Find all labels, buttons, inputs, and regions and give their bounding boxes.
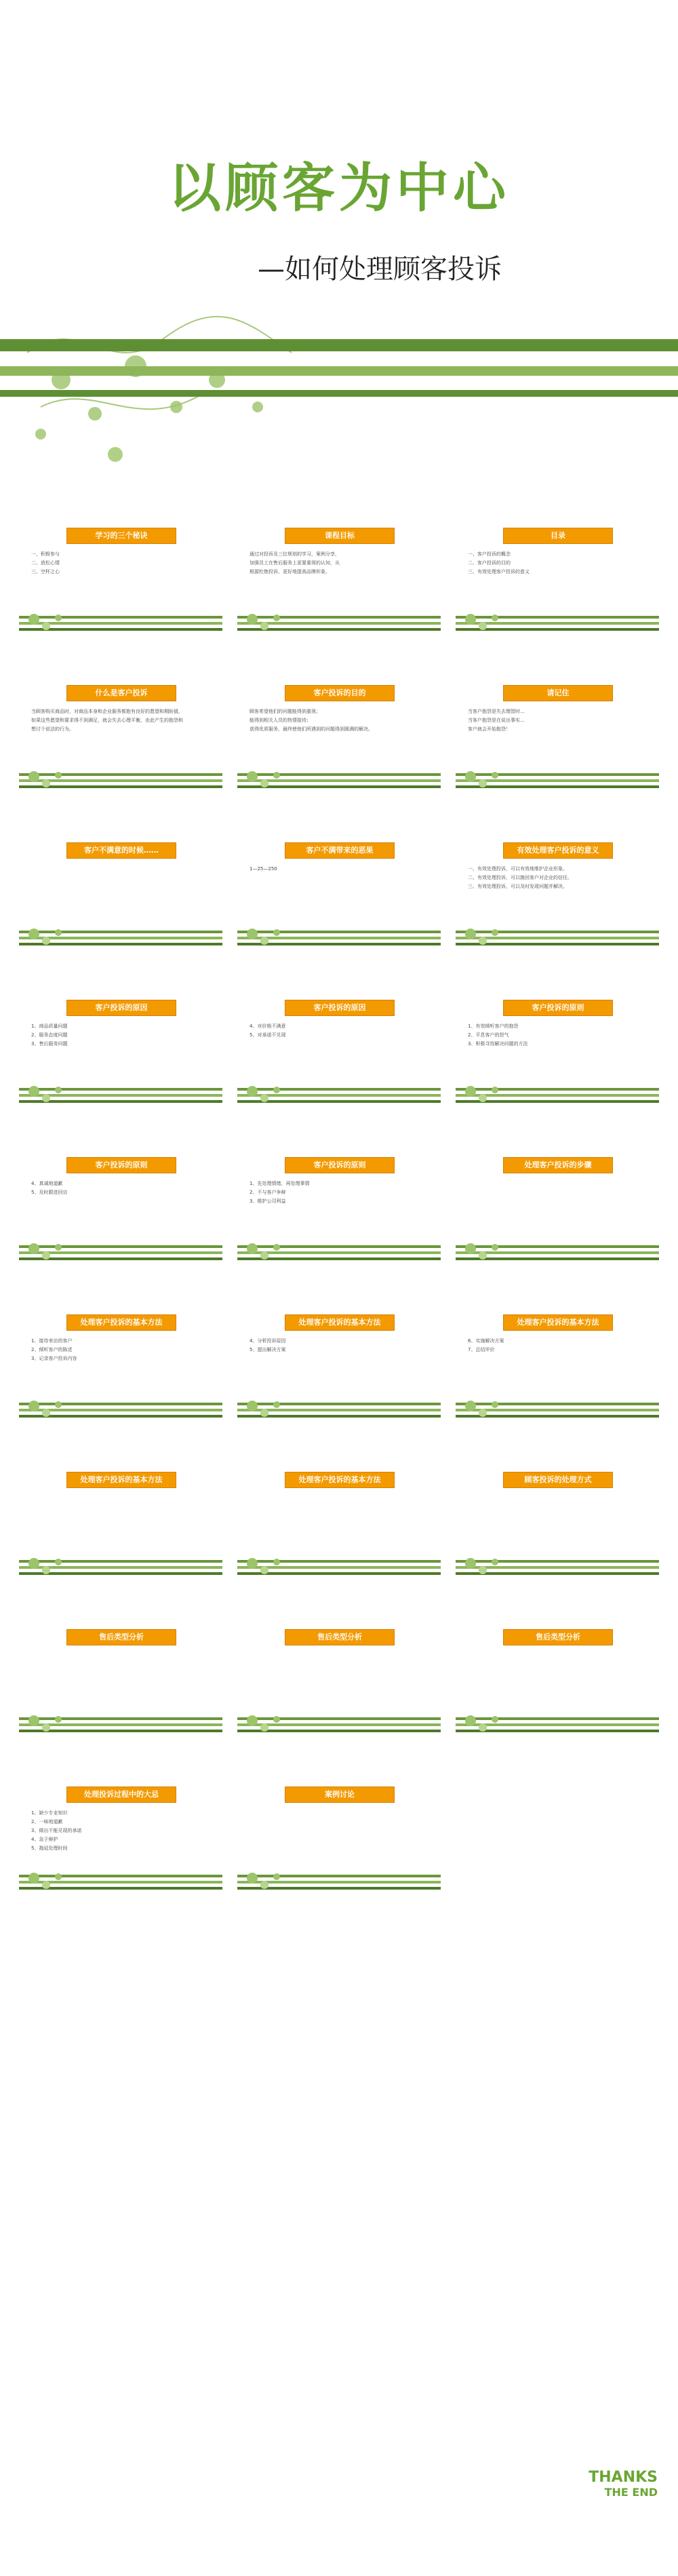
- slide-title: 请记住: [503, 685, 613, 701]
- slide-line: 2、服务态度问题: [31, 1032, 68, 1038]
- cover-band-top: [0, 339, 678, 351]
- slide-line: 7、总结评价: [468, 1347, 495, 1352]
- slide-4: [19, 673, 222, 798]
- floral-icon: [461, 1078, 509, 1109]
- floral-icon: [461, 1707, 509, 1738]
- slide-line: 5、拖延处理时间: [31, 1846, 68, 1851]
- floral-icon: [243, 763, 290, 794]
- slide-line: 一、客户投诉的概念: [468, 551, 511, 557]
- cover-slide: [0, 0, 678, 515]
- floral-icon: [243, 1235, 290, 1266]
- slide-2: [237, 515, 441, 641]
- slide-line: 一、有效处理投诉，可以有效地维护企业形象。: [468, 866, 567, 872]
- slide-title: 课程目标: [285, 528, 395, 544]
- slide-title: 售后类型分析: [503, 1629, 613, 1645]
- cover-band-mid: [0, 366, 678, 376]
- slide-title: 有效处理客户投诉的意义: [503, 842, 613, 859]
- floral-icon: [243, 1550, 290, 1581]
- slide-line: 当顾客购买商品时，对商品本身和企业服务都抱有良好的愿望和期盼值，: [31, 709, 183, 714]
- slide-line: 5、提出解决方案: [250, 1347, 286, 1352]
- slide-body: [468, 1338, 647, 1355]
- slide-line: 3、售后服务问题: [31, 1041, 68, 1047]
- floral-icon: [24, 1707, 72, 1738]
- slide-line: 2、倾听客户的陈述: [31, 1347, 73, 1352]
- slide-line: 5、对承诺不兑现: [250, 1032, 286, 1038]
- slide-line: 1、缺少专业知识: [31, 1810, 68, 1816]
- slide-line: 3、维护公司利益: [250, 1198, 286, 1204]
- slide-title: 处理客户投诉的步骤: [503, 1157, 613, 1173]
- slide-title: 学习的三个秘诀: [66, 528, 176, 544]
- slide-line: 二、放松心情: [31, 560, 60, 566]
- slide-line: 2、平息客户的怒气: [468, 1032, 509, 1038]
- slide-title: 售后类型分析: [66, 1629, 176, 1645]
- slide-body: [468, 551, 647, 577]
- slide-20: [237, 1460, 441, 1585]
- slide-line: 加强员工在售后服务上更要重视的认知，从: [250, 560, 340, 566]
- slide-line: 1、先处理情绪，再处理事情: [250, 1181, 310, 1186]
- slide-line: 6、实施解决方案: [468, 1338, 504, 1344]
- slide-title: 客户不满带来的恶果: [285, 842, 395, 859]
- floral-icon: [243, 920, 290, 952]
- floral-icon: [24, 1865, 72, 1896]
- cover-subtitle: —如何处理顾客投诉: [258, 254, 502, 285]
- slide-title: 案例讨论: [285, 1787, 395, 1803]
- slide-6: [456, 673, 659, 798]
- slide-line: 3、记录客户投诉内容: [31, 1356, 77, 1361]
- slide-title: 客户投诉的原则: [503, 1000, 613, 1016]
- slide-11: [237, 988, 441, 1113]
- slide-9: [456, 830, 659, 956]
- slide-26: [237, 1774, 441, 1900]
- slide-title: 客户投诉的原则: [66, 1157, 176, 1173]
- slide-line: 2、不与客户争辩: [250, 1190, 286, 1195]
- slide-title: 客户投诉的原因: [285, 1000, 395, 1016]
- slide-16: [19, 1302, 222, 1428]
- slide-title: 处理客户投诉的基本方法: [503, 1314, 613, 1331]
- slide-title: 目录: [503, 528, 613, 544]
- floral-icon: [24, 606, 72, 637]
- slide-line: 根源杜绝投诉，更好地提高品牌形象。: [250, 569, 330, 574]
- slide-title: 处理客户投诉的基本方法: [66, 1472, 176, 1488]
- floral-icon: [243, 1865, 290, 1896]
- slide-21: [456, 1460, 659, 1585]
- slide-line: 1—25—250: [250, 866, 277, 872]
- slide-line: 三、有效处理投诉，可以及时发现问题并解决。: [468, 884, 567, 889]
- slide-body: [31, 1338, 210, 1364]
- slide-line: 二、客户投诉的目的: [468, 560, 511, 566]
- slide-10: [19, 988, 222, 1113]
- slide-title: 处理客户投诉的基本方法: [66, 1314, 176, 1331]
- slide-22: [19, 1617, 222, 1742]
- slide-title: 处理客户投诉的基本方法: [285, 1472, 395, 1488]
- slide-title: 什么是客户投诉: [66, 685, 176, 701]
- slide-line: 获得优质服务，最终使他们所遇到的问题得到圆满的解决。: [250, 726, 373, 732]
- thanks-text: THANKS: [589, 2469, 658, 2486]
- slide-8: [237, 830, 441, 956]
- floral-icon: [24, 1235, 72, 1266]
- slide-body: [468, 708, 647, 735]
- slide-line: 一、积极参与: [31, 551, 60, 557]
- floral-icon: [243, 1078, 290, 1109]
- slide-15: [456, 1145, 659, 1270]
- slide-line: 1、接待来访的客户: [31, 1338, 73, 1344]
- floral-icon: [24, 1078, 72, 1109]
- slide-line: 当客户抱怨是失去理智时…: [468, 709, 525, 714]
- slide-line: 二、有效处理投诉，可以挽回客户对企业的信任。: [468, 875, 572, 880]
- slide-body: [250, 1023, 428, 1040]
- slide-line: 客户就会开始抱怨！: [468, 726, 511, 732]
- slide-body: [31, 1023, 210, 1049]
- slide-line: 4、急于辩护: [31, 1837, 58, 1842]
- slide-line: 4、分析投诉原因: [250, 1338, 286, 1344]
- cover-band-bottom: [0, 390, 678, 397]
- slide-line: 当客户抱怨是在说出事实…: [468, 718, 525, 723]
- slide-7: [19, 830, 222, 956]
- slide-19: [19, 1460, 222, 1585]
- slide-line: 1、有效倾听客户的抱怨: [468, 1023, 519, 1029]
- slide-line: 能得到相关人员的热情接待；: [250, 718, 311, 723]
- floral-icon: [461, 1235, 509, 1266]
- slide-body: [250, 551, 428, 577]
- cover-title: 以顾客为中心: [167, 158, 510, 219]
- slide-body: [31, 1810, 210, 1854]
- slide-body: [250, 1180, 428, 1207]
- slide-line: 想讨个说法的行为。: [31, 726, 74, 732]
- closing-block: [488, 2469, 658, 2499]
- slide-body: [468, 1023, 647, 1049]
- slide-body: [31, 551, 210, 577]
- slide-line: 1、商品质量问题: [31, 1023, 68, 1029]
- slide-17: [237, 1302, 441, 1428]
- slide-body: [250, 865, 428, 874]
- slide-3: [456, 515, 659, 641]
- slide-title: 客户投诉的原因: [66, 1000, 176, 1016]
- floral-icon: [24, 1550, 72, 1581]
- floral-icon: [243, 1392, 290, 1424]
- slide-line: 三、空杯之心: [31, 569, 60, 574]
- floral-icon: [243, 606, 290, 637]
- slide-13: [19, 1145, 222, 1270]
- slide-line: 顾客希望他们的问题能得到重视；: [250, 709, 321, 714]
- slide-12: [456, 988, 659, 1113]
- slide-title: 处理客户投诉的基本方法: [285, 1314, 395, 1331]
- the-end-text: THE END: [604, 2486, 658, 2499]
- slide-24: [456, 1617, 659, 1742]
- floral-icon: [461, 606, 509, 637]
- slide-line: 5、及时跟进回访: [31, 1190, 68, 1195]
- floral-icon: [24, 1392, 72, 1424]
- slide-25: [19, 1774, 222, 1900]
- slide-body: [468, 865, 647, 892]
- slide-23: [237, 1617, 441, 1742]
- slide-title: 客户投诉的目的: [285, 685, 395, 701]
- slide-18: [456, 1302, 659, 1428]
- slide-line: 4、真诚地道歉: [31, 1181, 63, 1186]
- floral-icon: [243, 1707, 290, 1738]
- slide-14: [237, 1145, 441, 1270]
- slide-line: 3、积极寻找解决问题的方法: [468, 1041, 528, 1047]
- slide-title: 售后类型分析: [285, 1629, 395, 1645]
- slide-line: 2、一味地道歉: [31, 1819, 63, 1824]
- slide-body: [250, 708, 428, 735]
- floral-icon: [461, 763, 509, 794]
- slide-body: [31, 1180, 210, 1198]
- slide-title: 顾客投诉的处理方式: [503, 1472, 613, 1488]
- slide-title: 客户投诉的原则: [285, 1157, 395, 1173]
- floral-icon: [461, 920, 509, 952]
- slide-line: 三、有效处理客户投诉的意义: [468, 569, 530, 574]
- floral-icon: [24, 920, 72, 952]
- slide-line: 3、做出不能兑现的承诺: [31, 1828, 82, 1833]
- slide-line: 如果这些愿望和要求得不到满足，就会失去心理平衡，由此产生的抱怨和: [31, 718, 183, 723]
- slide-line: 通过对投诉及三位规划的学习，案例分享，: [250, 551, 340, 557]
- floral-icon: [24, 763, 72, 794]
- floral-icon: [461, 1392, 509, 1424]
- slide-title: 客户不满意的时候……: [66, 842, 176, 859]
- slide-body: [31, 708, 210, 735]
- slide-body: [250, 1338, 428, 1355]
- slide-1: [19, 515, 222, 641]
- slide-5: [237, 673, 441, 798]
- slide-line: 4、对价格不满意: [250, 1023, 286, 1029]
- slide-title: 处理投诉过程中的大忌: [66, 1787, 176, 1803]
- floral-icon: [461, 1550, 509, 1581]
